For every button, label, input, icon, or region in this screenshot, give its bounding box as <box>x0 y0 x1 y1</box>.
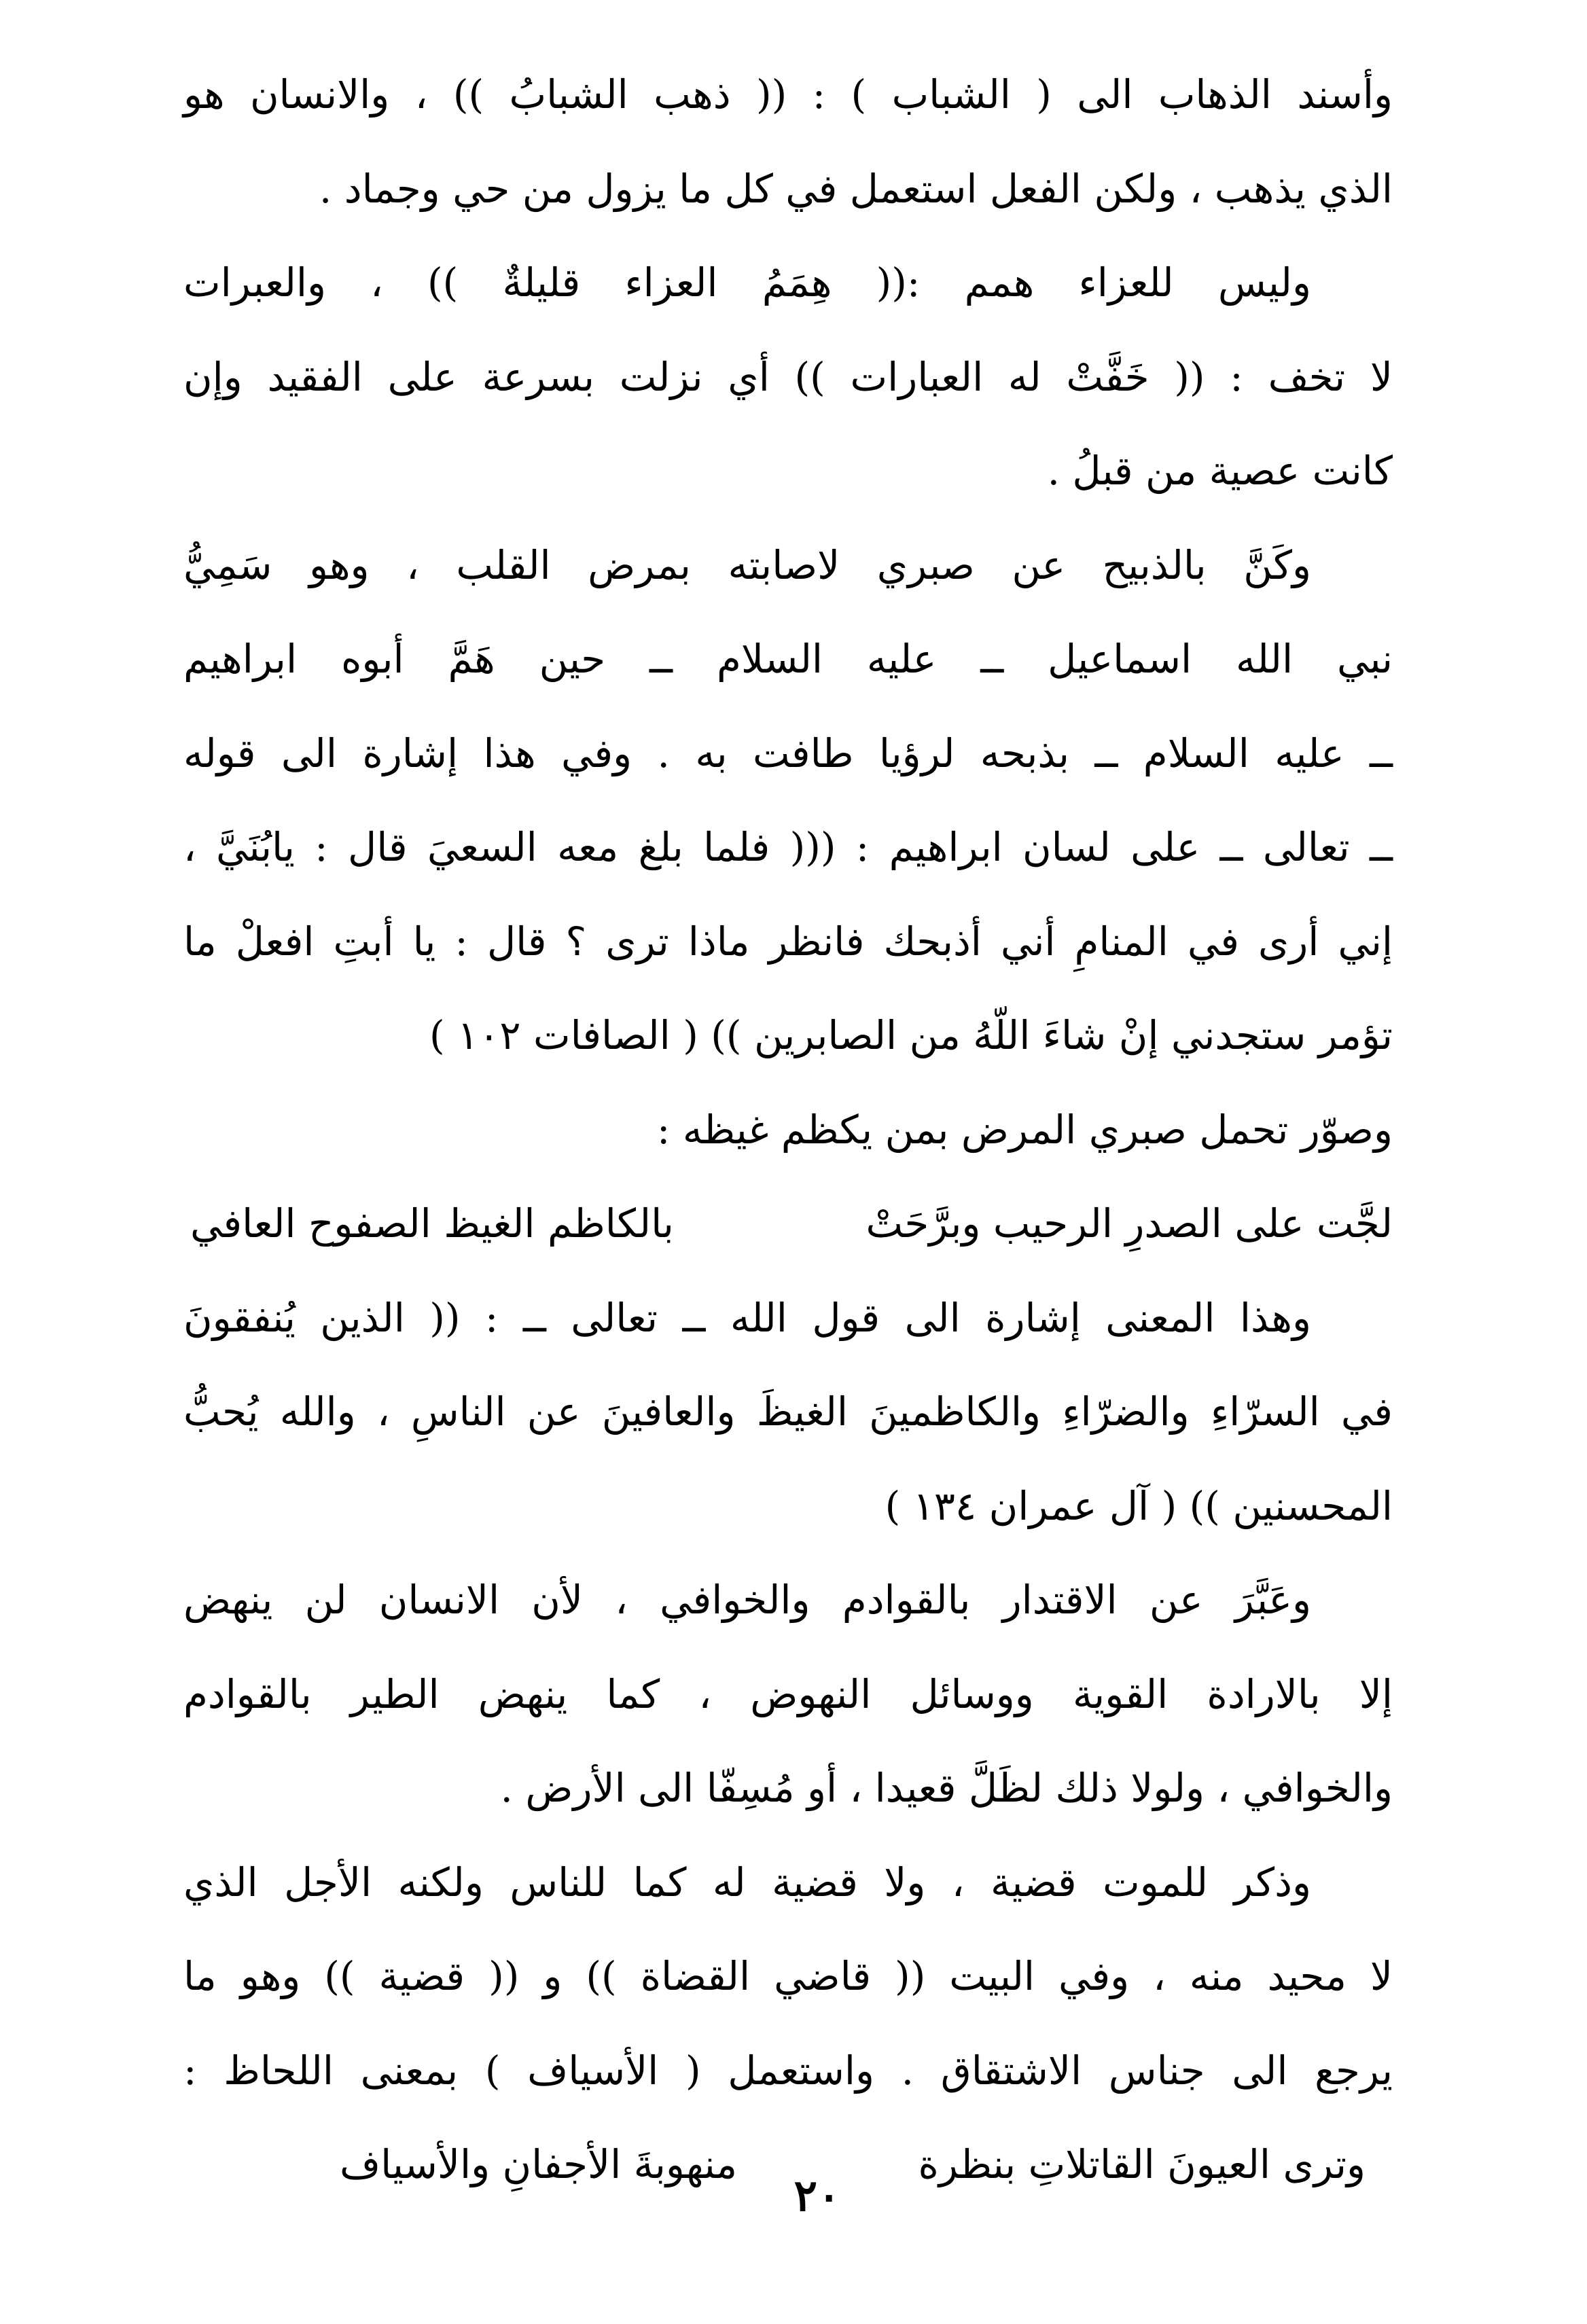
text-line: في السرّاءِ والضرّاءِ والكاظمينَ الغيظَ والعافينَ عن الناسِ ، والله يُحبُّ <box>183 1389 1393 1435</box>
text-line: وذكر للموت قضية ، ولا قضية له كما للناس ولكنه الأجل الذي <box>183 1859 1311 1906</box>
text-line: إني أرى في المنامِ أني أذبحك فانظر ماذا ترى ؟ قال : يا أبتِ افعلْ ما <box>183 918 1393 965</box>
verse-first-hemistich: وترى العيونَ القاتلاتِ بنظرة <box>918 2141 1366 2187</box>
text-line: ــ تعالى ــ على لسان ابراهيم : ((( فلما بلغ معه السعيَ قال : يابُنَيَّ ، <box>183 824 1393 870</box>
text-line: وعَبَّرَ عن الاقتدار بالقوادم والخوافي ، لأن الانسان لن ينهض <box>183 1577 1311 1623</box>
text-line: الذي يذهب ، ولكن الفعل استعمل في كل ما يزول من حي وجماد . <box>319 165 1393 212</box>
text-line: إلا بالارادة القوية ووسائل النهوض ، كما ينهض الطير بالقوادم <box>183 1670 1393 1717</box>
text-line: يرجع الى جناس الاشتقاق . واستعمل ( الأسياف ) بمعنى اللحاظ : <box>183 2047 1393 2094</box>
poetry-verse <box>183 1177 1393 1271</box>
text-line: وأسند الذهاب الى ( الشباب ) : (( ذهب الشبابُ )) ، والانسان هو <box>183 71 1393 118</box>
text-line: وصوّر تحمل صبري المرض بمن يكظم غيظه : <box>656 1106 1393 1153</box>
text-line: لا محيد منه ، وفي البيت (( قاضي القضاة )) و (( قضية )) وهو ما <box>183 1953 1393 1999</box>
verse-first-hemistich: لجَّت على الصدرِ الرحيب وبرَّحَتْ <box>866 1200 1393 1247</box>
text-line: وهذا المعنى إشارة الى قول الله ــ تعالى ــ : (( الذين يُنفقونَ <box>183 1294 1311 1341</box>
text-line: نبي الله اسماعيل ــ عليه السلام ــ حين هَمَّ أبوه ابراهيم <box>183 636 1393 682</box>
text-line: تؤمر ستجدني إنْ شاءَ اللّهُ من الصابرين )) ( الصافات ١٠٢ ) <box>429 1012 1393 1058</box>
verse-second-hemistich: منهوبةَ الأجفانِ والأسياف <box>340 2141 738 2187</box>
verse-second-hemistich: بالكاظم الغيظ الصفوح العافي <box>190 1200 674 1247</box>
page-number: ٢٠ <box>794 2170 841 2221</box>
text-line: والخوافي ، ولولا ذلك لظَلَّ قعيدا ، أو مُسِفّا الى الأرض . <box>500 1765 1393 1811</box>
text-line: كانت عصية من قبلُ . <box>1047 448 1393 494</box>
text-line: لا تخف : (( خَفَّتْ له العبارات )) أي نزلت بسرعة على الفقيد وإن <box>183 353 1393 400</box>
text-line: وكَنَّ بالذبيح عن صبري لاصابته بمرض القلب ، وهو سَمِيُّ <box>183 541 1311 588</box>
text-line: المحسنين )) ( آل عمران ١٣٤ ) <box>885 1482 1393 1529</box>
text-line: ــ عليه السلام ــ بذبحه لرؤيا طافت به . وفي هذا إشارة الى قوله <box>183 730 1393 776</box>
body-text <box>183 48 1393 2212</box>
text-line: وليس للعزاء همم :(( هِمَمُ العزاء قليلةٌ )) ، والعبرات <box>183 260 1311 306</box>
